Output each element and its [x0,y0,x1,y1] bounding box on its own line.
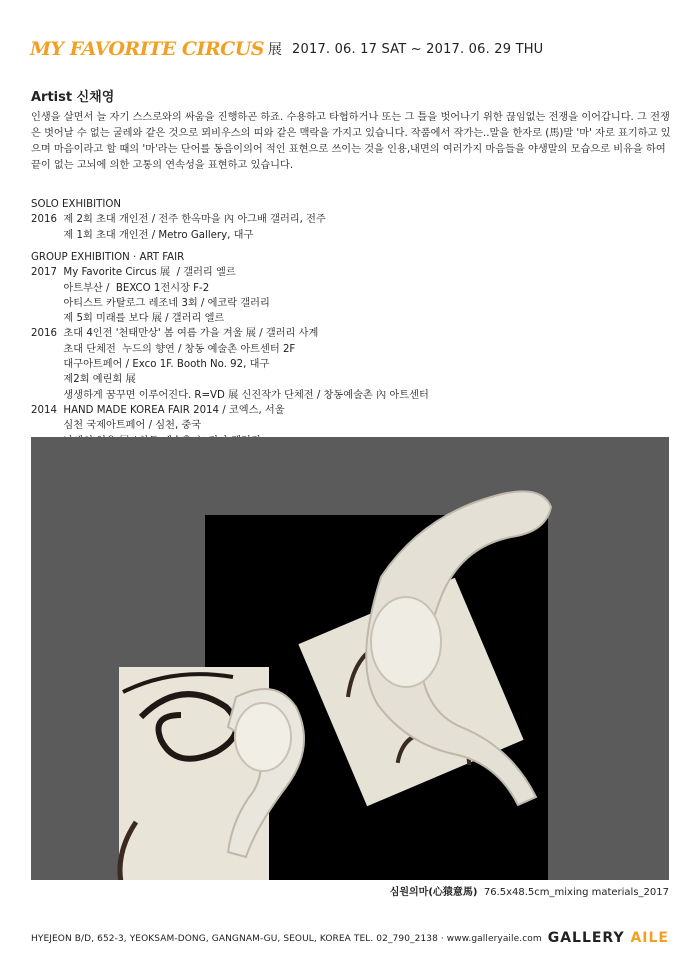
group-line: 대구아트페어 / Exco 1F. Booth No. 92, 대구 [31,359,270,371]
logo-accent-text: AILE [630,930,669,946]
artwork-caption [390,883,669,898]
group-line: 심천 국제아트페어 / 심천, 중국 [31,420,202,432]
artwork-details: 76.5x48.5cm_mixing materials_2017 [477,887,669,898]
group-line: 초대 단체전 누드의 향연 / 창동 예술촌 아트센터 2F [31,343,296,355]
solo-exhibition-section [31,197,326,243]
artist-name: Artist 신채영 [31,90,115,105]
exhibition-title-suffix: 展 [268,42,283,58]
exhibition-title: MY FAVORITE CIRCUS [30,38,265,60]
group-line: 제 5회 미래를 보다 展 / 갤러리 엘르 [31,313,225,325]
artwork-image [31,437,669,880]
group-heading: GROUP EXHIBITION · ART FAIR [31,252,185,263]
gallery-logo [548,930,669,946]
artwork-title: 심원의마(心猿意馬) [389,887,478,898]
group-exhibition-section [31,250,429,449]
group-line: 아트부산 / BEXCO 1전시장 F-2 [31,282,210,294]
solo-heading: SOLO EXHIBITION [31,199,121,210]
group-line: 2016 초대 4인전 '천태만상' 봄 여름 가을 겨울 展 / 갤러리 사계 [31,328,319,340]
logo-main-text: GALLERY [547,930,631,946]
solo-line: 2016 제 2회 초대 개인전 / 전주 한옥마을 內 아그배 갤러리, 전주 [31,214,326,226]
group-line: 아티스트 카탈로그 레조네 3회 / 에코락 갤러리 [31,297,270,309]
statement-text: 인생을 살면서 늘 자기 스스로와의 싸움을 진행하곤 하죠. 수용하고 타협하거나 또는 그 틀을 벗어나기 위한 끊임없는 전쟁을 이어갑니다. 그 전쟁은 벗어날 수 없는 굴레와 같은 것으로 뫼비우스의 띠와 같은 맥락을 가지고 있습니다. 작품에서 작가는..말을 한자로 (馬)말 '마' 자로 표기하고 있으며 마음이라고 할 때의 '마'라는 단어를 동음이의어 적인 표현으로 쓰이는 것을 인용,내면의 여러가지 마음들을 야생말의 모습으로 비유을 하여 끝이 없는 고뇌에 의한 고통의 연속성을 표현하고 있습니다. [31,112,671,171]
group-line: 2014 HAND MADE KOREA FAIR 2014 / 코엑스, 서울 [31,404,285,416]
footer-address: HYEJEON B/D, 652-3, YEOKSAM-DONG, GANGNAM-GU, SEOUL, KOREA TEL. 02_790_2138 · www.galleryaile.com [31,934,542,944]
exhibition-header [30,36,543,62]
group-line: 2017 My Favorite Circus 展 / 갤러리 엘르 [31,267,236,279]
artwork-illustration [31,437,669,880]
artist-statement [31,110,671,174]
solo-line: 제 1회 초대 개인전 / Metro Gallery, 대구 [31,229,254,241]
exhibition-dates: 2017. 06. 17 SAT ~ 2017. 06. 29 THU [292,41,544,57]
group-line: 생생하게 꿈꾸면 이루어진다. R=VD 展 신진작가 단체전 / 창동예술촌 內 아트센터 [31,389,429,401]
group-line: 제2회 예린회 展 [31,374,136,386]
